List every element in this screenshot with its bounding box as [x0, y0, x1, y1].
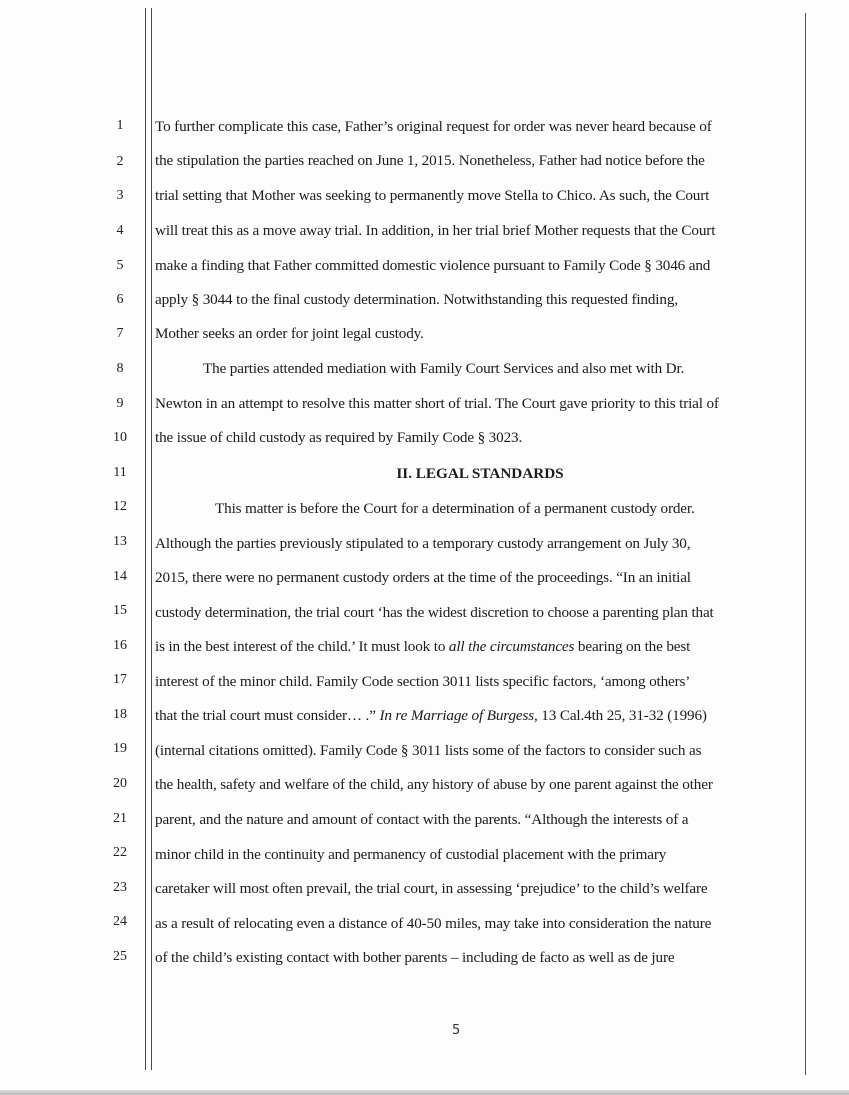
section-heading: II. LEGAL STANDARDS: [396, 465, 564, 482]
text-line: will treat this as a move away trial. In addition, in her trial brief Mother requests that the Court: [155, 222, 716, 239]
text-line: custody determination, the trial court ‘has the widest discretion to choose a parenting plan that: [155, 604, 714, 621]
line-number: 6: [116, 292, 124, 307]
line-number: 4: [116, 223, 124, 238]
text-line: the stipulation the parties reached on June 1, 2015. Nonetheless, Father had notice before the: [155, 152, 705, 169]
text-segment: bearing on the best: [574, 638, 691, 655]
line-number: 8: [116, 361, 124, 376]
text-line: Newton in an attempt to resolve this matter short of trial. The Court gave priority to this trial of: [155, 395, 719, 412]
text-line: minor child in the continuity and permanency of custodial placement with the primary: [155, 846, 667, 863]
text-line: caretaker will most often prevail, the trial court, in assessing ‘prejudice’ to the child’s welfare: [155, 880, 708, 897]
text-line: parent, and the nature and amount of contact with the parents. “Although the interests of a: [155, 811, 689, 828]
text-line: interest of the minor child. Family Code section 3011 lists specific factors, ‘among others’: [155, 673, 691, 690]
text-segment: that the trial court must consider… .”: [155, 707, 380, 724]
text-line: of the child’s existing contact with bother parents – including de facto as well as de jure: [155, 949, 675, 966]
text-line: make a finding that Father committed domestic violence pursuant to Family Code § 3046 and: [155, 257, 711, 274]
line-number: 19: [113, 741, 127, 756]
scan-bottom-edge: [0, 1090, 849, 1095]
text-line: Mother seeks an order for joint legal custody.: [155, 325, 424, 342]
text-segment: , 13 Cal.4th 25, 31-32 (1996): [534, 707, 707, 724]
line-number: 13: [113, 534, 127, 549]
line-number: 12: [113, 499, 127, 514]
text-line: [155, 707, 707, 725]
line-number: 10: [113, 430, 127, 445]
line-number: 22: [113, 845, 127, 860]
emphasis-text: all the circumstances: [448, 638, 575, 655]
line-number: 18: [113, 707, 127, 722]
text-line: trial setting that Mother was seeking to permanently move Stella to Chico. As such, the Court: [155, 187, 710, 204]
text-line: the health, safety and welfare of the child, any history of abuse by one parent against the other: [155, 776, 713, 793]
line-number: 21: [113, 811, 127, 826]
line-number: 9: [116, 396, 124, 411]
line-number: 20: [113, 776, 127, 791]
text-line: the issue of child custody as required by Family Code § 3023.: [155, 429, 523, 446]
line-number: 23: [113, 880, 127, 895]
line-number: 5: [116, 258, 124, 273]
line-number: 25: [113, 949, 127, 964]
line-number: 7: [116, 326, 124, 341]
line-number: 1: [116, 118, 124, 133]
text-line: (internal citations omitted). Family Code § 3011 lists some of the factors to consider such as: [155, 742, 702, 759]
line-number: 3: [116, 188, 124, 203]
left-margin-rule-inner: [151, 8, 152, 1070]
line-number: 15: [113, 603, 127, 618]
page-number: 5: [452, 1023, 461, 1038]
line-number: 2: [116, 154, 124, 169]
text-line: The parties attended mediation with Family Court Services and also met with Dr.: [203, 360, 685, 377]
text-line: [155, 638, 690, 656]
text-segment: is in the best interest of the child.’ It must look to: [155, 638, 449, 655]
case-citation: In re Marriage of Burgess: [379, 707, 535, 724]
line-number: 16: [113, 638, 127, 653]
text-line: as a result of relocating even a distance of 40-50 miles, may take into consideration the nature: [155, 915, 712, 932]
right-margin-rule: [805, 13, 806, 1075]
left-margin-rule: [145, 8, 146, 1070]
line-number: 17: [113, 672, 127, 687]
line-number: 11: [113, 465, 127, 480]
line-number: 14: [113, 569, 127, 584]
text-line: 2015, there were no permanent custody orders at the time of the proceedings. “In an initial: [155, 569, 691, 586]
line-number: 24: [113, 914, 127, 929]
text-line: To further complicate this case, Father’s original request for order was never heard because of: [155, 118, 712, 135]
text-line: This matter is before the Court for a determination of a permanent custody order.: [215, 500, 695, 517]
text-line: apply § 3044 to the final custody determination. Notwithstanding this requested finding,: [155, 291, 678, 308]
text-line: Although the parties previously stipulated to a temporary custody arrangement on July 30,: [155, 535, 691, 552]
